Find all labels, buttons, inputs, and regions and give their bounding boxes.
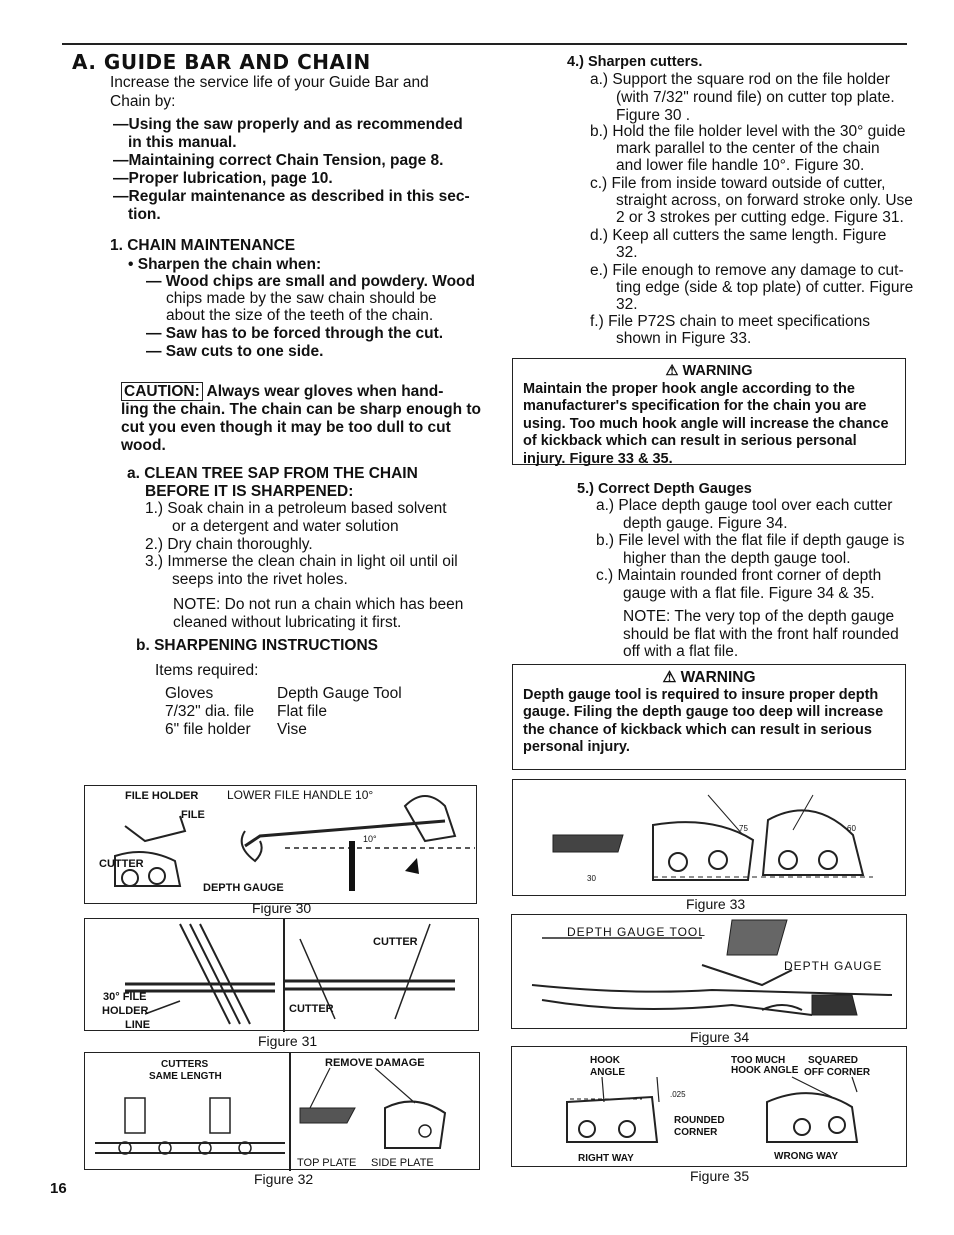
tip-item: tion.: [128, 206, 161, 223]
fig30-label: 10°: [363, 834, 377, 844]
cutter-step: b.) Hold the file holder level with the 30° guide: [590, 123, 906, 140]
cutter-step: 32.: [616, 244, 638, 261]
fig31-label: HOLDER: [102, 1005, 149, 1017]
item-right: Depth Gauge Tool: [277, 685, 402, 702]
fig33-label: 60: [847, 824, 856, 833]
items-label: Items required:: [155, 662, 259, 679]
tip-item: —Regular maintenance as described in this sec-: [113, 188, 470, 205]
fig34-label: DEPTH GAUGE: [784, 959, 883, 973]
fig33-label: 30: [587, 874, 596, 883]
fig35-label: ANGLE: [590, 1067, 625, 1078]
warning-line: personal injury.: [523, 739, 630, 755]
cutter-step: straight across, on forward stroke only. Use: [616, 192, 913, 209]
depth-gauges-heading: 5.) Correct Depth Gauges: [577, 481, 752, 497]
item-left: 7/32" dia. file: [165, 703, 255, 720]
warning-box: [512, 358, 906, 465]
cutter-step: 32.: [616, 296, 638, 313]
figure-32-drawing: [85, 1053, 481, 1171]
condition-item: — Saw has to be forced through the cut.: [146, 325, 444, 342]
clean-step: seeps into the rivet holes.: [172, 571, 348, 588]
cutter-step: c.) File from inside toward outside of cutter,: [590, 175, 886, 192]
condition-item: — Saw cuts to one side.: [146, 343, 324, 360]
intro-line: Chain by:: [110, 93, 176, 110]
fig35-label: HOOK ANGLE: [731, 1065, 799, 1076]
clean-note: cleaned without lubricating it first.: [173, 614, 402, 631]
cutter-step: Figure 30 .: [616, 107, 691, 124]
warning-title: ⚠ WARNING: [662, 669, 756, 686]
depth-step: gauge with a flat file. Figure 34 & 35.: [623, 585, 875, 602]
depth-step: depth gauge. Figure 34.: [623, 515, 788, 532]
clean-sap-heading: a. CLEAN TREE SAP FROM THE CHAIN: [127, 465, 418, 482]
fig35-label: SQUARED: [808, 1055, 859, 1066]
sharpen-cutters-heading: 4.) Sharpen cutters.: [567, 54, 703, 70]
fig32-label: TOP PLATE: [297, 1157, 357, 1169]
fig32-label: CUTTERS: [161, 1059, 209, 1070]
fig35-label: CORNER: [674, 1127, 718, 1138]
condition-item: — Wood chips are small and powdery. Wood: [146, 273, 475, 290]
cutter-step: f.) File P72S chain to meet specifications: [590, 313, 870, 330]
condition-item: chips made by the saw chain should be: [166, 290, 437, 307]
figure-33-caption: Figure 33: [686, 896, 746, 912]
section-title: A. GUIDE BAR AND CHAIN: [72, 50, 371, 74]
fig33-label: 75: [739, 824, 748, 833]
figure-31-caption: Figure 31: [258, 1033, 318, 1049]
warning-line: the chance of kickback which can result in serious: [523, 721, 872, 738]
fig31-label: LINE: [125, 1019, 151, 1031]
top-rule: [62, 43, 907, 45]
clean-step: 1.) Soak chain in a petroleum based solvent: [145, 500, 447, 517]
caution-line: CAUTION: Always wear gloves when hand-: [121, 383, 443, 401]
fig32-label: REMOVE DAMAGE: [325, 1057, 425, 1069]
clean-note: NOTE: Do not run a chain which has been: [173, 596, 464, 613]
cutter-step: and lower file handle 10°. Figure 30.: [616, 157, 865, 174]
tip-item: —Using the saw properly and as recommended: [113, 116, 463, 133]
caution-line: cut you even though it may be too dull to cut: [121, 419, 451, 436]
fig35-label: ROUNDED: [674, 1115, 725, 1126]
item-right: Flat file: [277, 703, 327, 720]
depth-note: off with a flat file.: [623, 643, 739, 660]
fig31-label: CUTTER: [373, 936, 418, 948]
warning-line: Maintain the proper hook angle according to the: [523, 380, 855, 397]
warning-title: ⚠ WARNING: [665, 363, 753, 379]
fig30-label: LOWER FILE HANDLE 10°: [227, 788, 374, 802]
fig31-label: 30° FILE: [103, 991, 147, 1003]
fig35-label: TOO MUCH: [731, 1055, 786, 1066]
cutter-step: 2 or 3 strokes per cutting edge. Figure 31.: [616, 209, 904, 226]
depth-note: NOTE: The very top of the depth gauge: [623, 608, 895, 625]
fig32-label: SIDE PLATE: [371, 1157, 434, 1169]
caution-line: ling the chain. The chain can be sharp enough to: [121, 401, 481, 418]
fig30-label: FILE HOLDER: [125, 790, 199, 802]
fig30-label: CUTTER: [99, 858, 144, 870]
cutter-step: mark parallel to the center of the chain: [616, 140, 880, 157]
warning-box: [512, 664, 906, 770]
caution-label: CAUTION:: [121, 382, 203, 401]
fig35-label: .025: [670, 1090, 686, 1099]
cutter-step: (with 7/32" round file) on cutter top plate.: [616, 89, 895, 106]
figure-35-caption: Figure 35: [690, 1168, 750, 1184]
fig30-label: DEPTH GAUGE: [203, 882, 284, 894]
figure-34-caption: Figure 34: [690, 1029, 750, 1045]
fig32-label: SAME LENGTH: [149, 1071, 222, 1082]
fig31-label: CUTTER: [289, 1003, 334, 1015]
figure-30: [84, 785, 477, 904]
warning-line: of kickback which can result in serious personal: [523, 433, 857, 449]
figure-32-caption: Figure 32: [254, 1171, 314, 1187]
depth-note: should be flat with the front half rounded: [623, 626, 899, 643]
warning-line: Depth gauge tool is required to insure proper depth: [523, 686, 879, 703]
cutter-step: e.) File enough to remove any damage to cut-: [590, 262, 904, 279]
cutter-step: ting edge (side & top plate) of cutter. Figure: [616, 279, 914, 296]
clean-step: or a detergent and water solution: [172, 518, 399, 535]
item-left: 6" file holder: [165, 721, 251, 738]
condition-item: about the size of the teeth of the chain.: [166, 307, 434, 324]
intro-line: Increase the service life of your Guide Bar and: [110, 74, 429, 91]
figure-32: [84, 1052, 480, 1170]
warning-line: gauge. Filing the depth gauge too deep will increase: [523, 704, 884, 720]
figure-33-drawing: [513, 780, 907, 897]
cutter-step: d.) Keep all cutters the same length. Figure: [590, 227, 887, 244]
depth-step: b.) File level with the flat file if depth gauge is: [596, 532, 905, 549]
fig35-label: WRONG WAY: [774, 1151, 839, 1162]
item-right: Vise: [277, 721, 307, 738]
depth-step: a.) Place depth gauge tool over each cutter: [596, 497, 893, 514]
fig35-label: RIGHT WAY: [578, 1153, 634, 1164]
tip-item: —Maintaining correct Chain Tension, page 8.: [113, 152, 444, 169]
item-left: Gloves: [165, 685, 214, 702]
fig35-label: OFF CORNER: [804, 1067, 871, 1078]
chain-maintenance-heading: 1. CHAIN MAINTENANCE: [110, 237, 296, 254]
figure-34: [511, 914, 907, 1029]
tip-item: in this manual.: [128, 134, 237, 151]
fig30-label: FILE: [181, 809, 205, 821]
warning-line: injury. Figure 33 & 35.: [523, 450, 673, 467]
fig34-label: DEPTH GAUGE TOOL: [567, 925, 706, 939]
depth-step: higher than the depth gauge tool.: [623, 550, 851, 567]
sharpening-heading: b. SHARPENING INSTRUCTIONS: [136, 637, 378, 654]
depth-step: c.) Maintain rounded front corner of depth: [596, 567, 882, 584]
figure-35: [511, 1046, 907, 1167]
fig35-label: HOOK: [590, 1055, 620, 1066]
caution-line: wood.: [121, 437, 166, 454]
clean-sap-heading: BEFORE IT IS SHARPENED:: [145, 483, 354, 500]
warning-line: using. Too much hook angle will increase the chance: [523, 415, 889, 432]
clean-step: 2.) Dry chain thoroughly.: [145, 536, 313, 553]
clean-step: 3.) Immerse the clean chain in light oil until oil: [145, 553, 458, 570]
sharpen-bullet: • Sharpen the chain when:: [128, 256, 322, 273]
page-number: 16: [50, 1180, 67, 1197]
figure-31: [84, 918, 479, 1031]
cutter-step: shown in Figure 33.: [616, 330, 752, 347]
cutter-step: a.) Support the square rod on the file holder: [590, 71, 890, 88]
figure-30-caption: Figure 30: [252, 900, 312, 916]
tip-item: —Proper lubrication, page 10.: [113, 170, 333, 187]
figure-33: [512, 779, 906, 896]
warning-line: manufacturer's specification for the chain you are: [523, 398, 867, 414]
